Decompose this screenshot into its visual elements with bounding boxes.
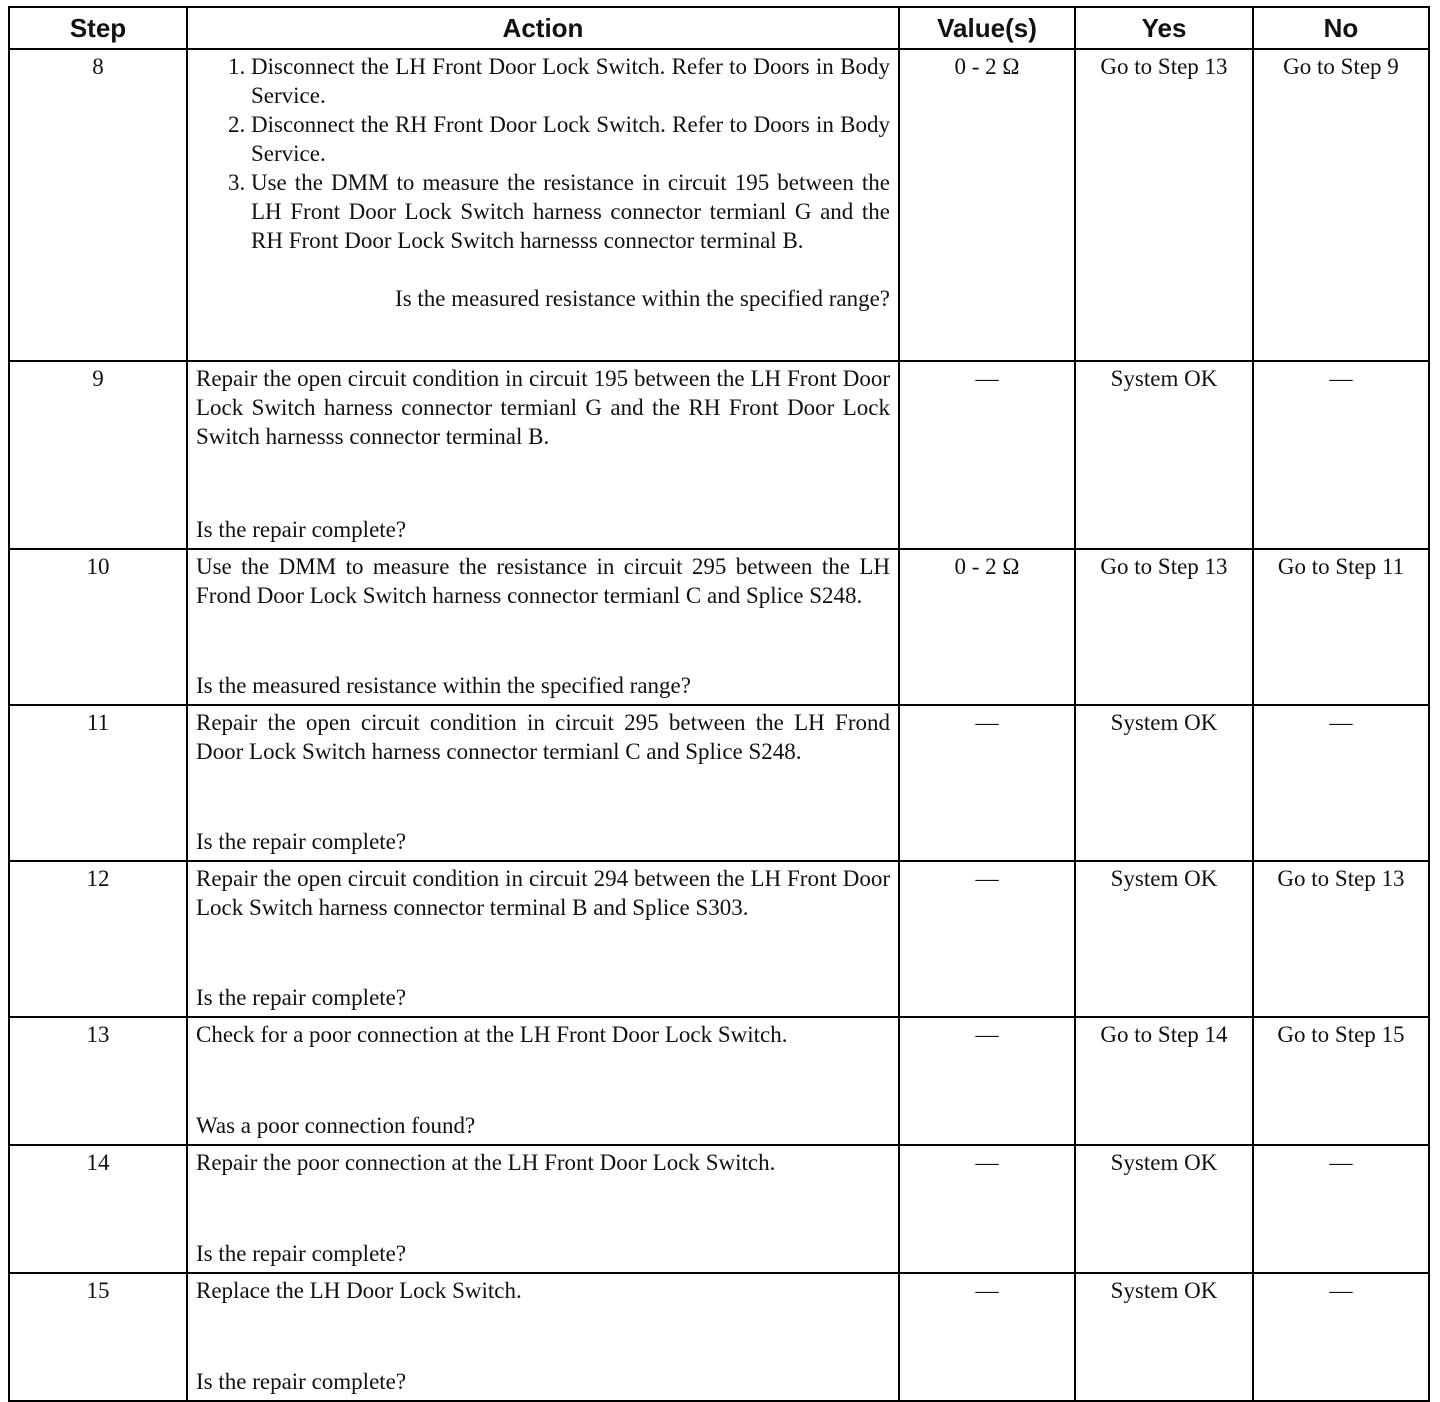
table-row	[9, 49, 1429, 361]
table-row	[9, 1145, 1429, 1273]
table-row	[9, 1017, 1429, 1145]
table-row	[9, 549, 1429, 705]
action-cell	[187, 1145, 899, 1273]
diagnostic-table	[8, 6, 1430, 1402]
yes-cell: System OK	[1075, 361, 1253, 549]
yes-cell: System OK	[1075, 861, 1253, 1017]
table-row	[9, 1273, 1429, 1401]
action-text: Replace the LH Door Lock Switch.	[196, 1278, 522, 1303]
action-steps-list	[196, 52, 890, 255]
table-row	[9, 705, 1429, 861]
action-text: Repair the open circuit condition in circuit 294 between the LH Front Door Lock Switch harness connector terminal B and Splice S303.	[196, 866, 890, 920]
action-question: Is the measured resistance within the specified range?	[196, 673, 691, 698]
step-number: 14	[9, 1145, 187, 1273]
no-cell: Go to Step 11	[1253, 549, 1429, 705]
yes-cell: Go to Step 13	[1075, 49, 1253, 361]
action-question: Is the measured resistance within the specified range?	[395, 286, 890, 311]
action-question: Is the repair complete?	[196, 517, 407, 542]
table-row	[9, 361, 1429, 549]
table-header-row	[9, 7, 1429, 49]
value-cell: 0 - 2 Ω	[899, 49, 1075, 361]
step-number: 11	[9, 705, 187, 861]
value-cell: —	[899, 861, 1075, 1017]
no-cell: —	[1253, 705, 1429, 861]
step-number: 9	[9, 361, 187, 549]
action-step-item: 1. Disconnect the LH Front Door Lock Switch. Refer to Doors in Body Service.	[251, 52, 890, 110]
action-cell	[187, 1017, 899, 1145]
yes-cell: Go to Step 13	[1075, 549, 1253, 705]
step-number: 8	[9, 49, 187, 361]
table-row	[9, 861, 1429, 1017]
action-text: Repair the open circuit condition in circuit 195 between the LH Front Door Lock Switch harness connector termianl G and the RH Front Door Lock Switch harnesss connector terminal B.	[196, 366, 890, 449]
action-question: Is the repair complete?	[196, 1369, 407, 1394]
yes-cell: System OK	[1075, 1145, 1253, 1273]
action-question: Is the repair complete?	[196, 829, 407, 854]
action-text: Repair the open circuit condition in circuit 295 between the LH Frond Door Lock Switch harness connector termianl C and Splice S248.	[196, 710, 890, 764]
action-cell	[187, 361, 899, 549]
action-cell	[187, 49, 899, 361]
header-yes: Yes	[1075, 7, 1253, 49]
header-no: No	[1253, 7, 1429, 49]
action-text: Check for a poor connection at the LH Front Door Lock Switch.	[196, 1022, 788, 1047]
action-question: Is the repair complete?	[196, 1241, 407, 1266]
action-cell	[187, 1273, 899, 1401]
action-text: Use the DMM to measure the resistance in circuit 295 between the LH Frond Door Lock Switch harness connector termianl C and Splice S248.	[196, 554, 890, 608]
step-number: 10	[9, 549, 187, 705]
value-cell: —	[899, 1017, 1075, 1145]
value-cell: —	[899, 361, 1075, 549]
no-cell: —	[1253, 1273, 1429, 1401]
no-cell: Go to Step 9	[1253, 49, 1429, 361]
step-number: 13	[9, 1017, 187, 1145]
no-cell: —	[1253, 1145, 1429, 1273]
step-number: 12	[9, 861, 187, 1017]
action-cell	[187, 705, 899, 861]
header-action: Action	[187, 7, 899, 49]
step-number: 15	[9, 1273, 187, 1401]
action-question: Is the repair complete?	[196, 985, 407, 1010]
action-text: Repair the poor connection at the LH Front Door Lock Switch.	[196, 1150, 776, 1175]
no-cell: Go to Step 13	[1253, 861, 1429, 1017]
yes-cell: Go to Step 14	[1075, 1017, 1253, 1145]
action-cell	[187, 861, 899, 1017]
header-step: Step	[9, 7, 187, 49]
value-cell: —	[899, 1273, 1075, 1401]
value-cell: —	[899, 705, 1075, 861]
value-cell: 0 - 2 Ω	[899, 549, 1075, 705]
header-values: Value(s)	[899, 7, 1075, 49]
action-step-item: 3. Use the DMM to measure the resistance in circuit 195 between the LH Front Door Lock Switch harness connector termianl G and the RH Front Door Lock Switch harnesss connector terminal B.	[251, 168, 890, 255]
action-cell	[187, 549, 899, 705]
action-question: Was a poor connection found?	[196, 1113, 476, 1138]
action-step-item: 2. Disconnect the RH Front Door Lock Switch. Refer to Doors in Body Service.	[251, 110, 890, 168]
no-cell: Go to Step 15	[1253, 1017, 1429, 1145]
yes-cell: System OK	[1075, 705, 1253, 861]
yes-cell: System OK	[1075, 1273, 1253, 1401]
no-cell: —	[1253, 361, 1429, 549]
value-cell: —	[899, 1145, 1075, 1273]
